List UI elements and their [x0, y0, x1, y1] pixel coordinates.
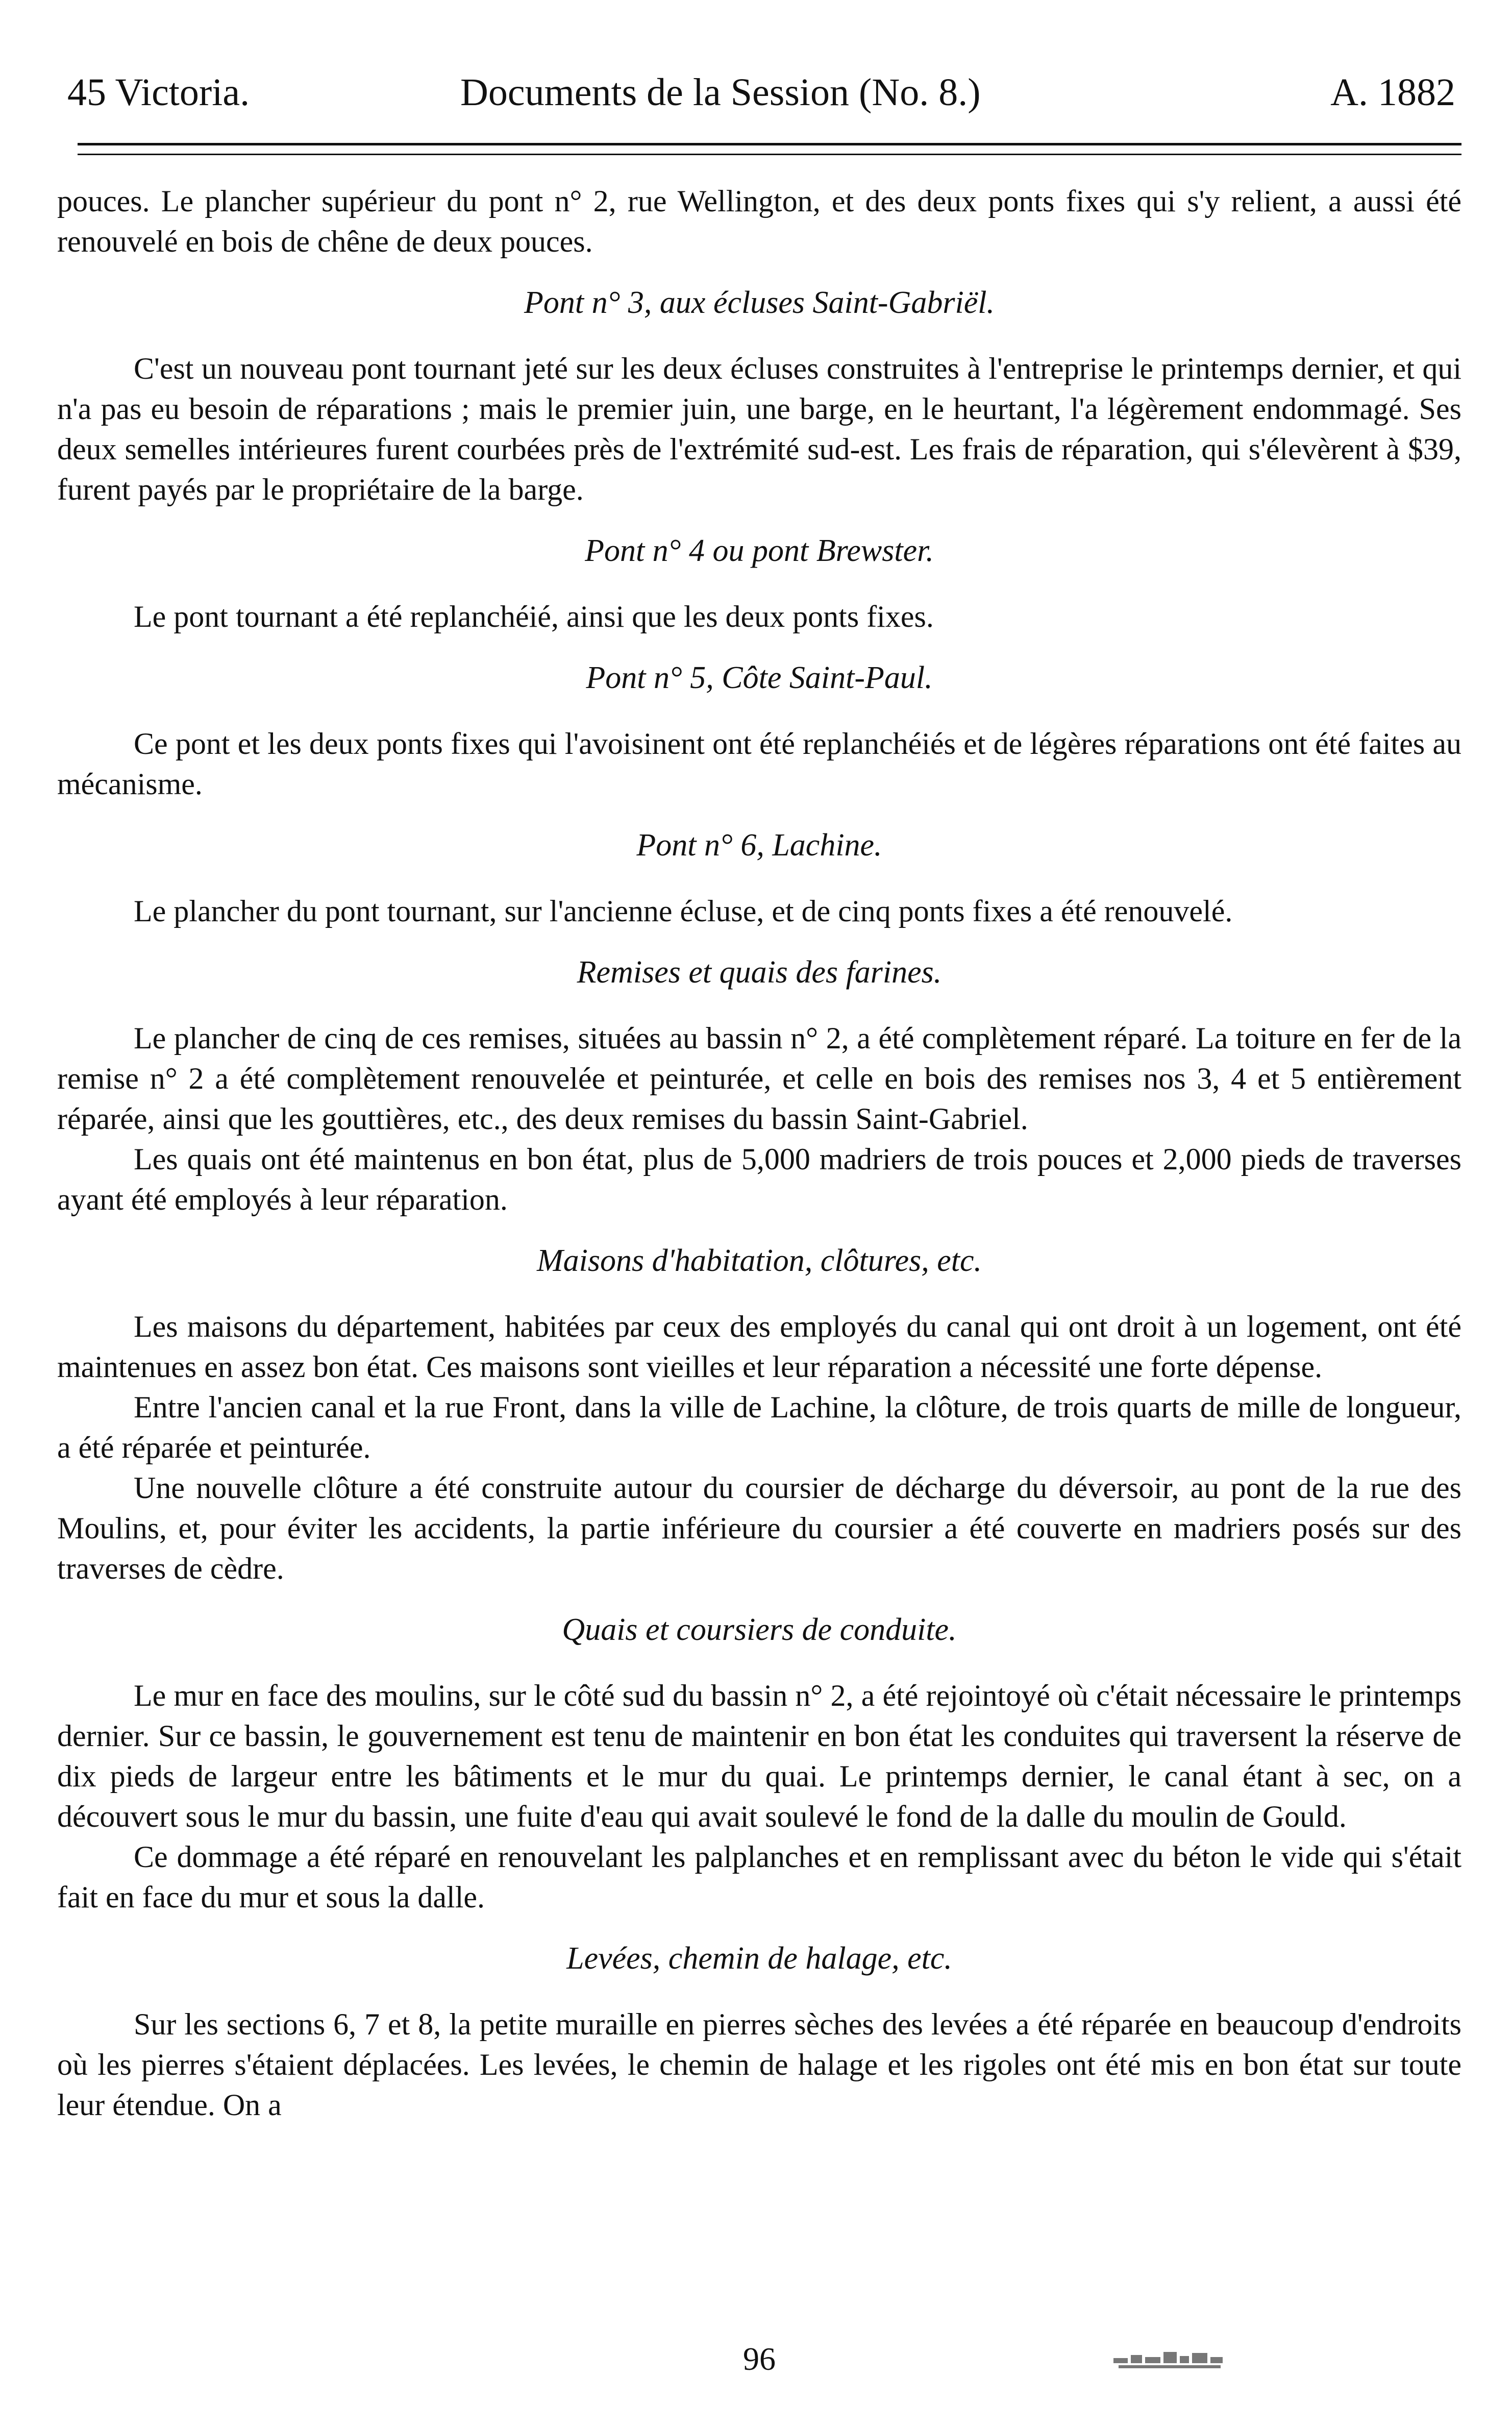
section-heading-levees: Levées, chemin de halage, etc.: [566, 1941, 952, 1976]
paragraph-levees: Sur les sections 6, 7 et 8, la petite muraille en pierres sèches des levées a été réparée en beaucoup d'endroits où les pierres s'étaient déplacées. Les levées, le chemin de halage et les rigoles ont été mis en bon état sur toute leur étendue. On a: [57, 2007, 1461, 2122]
header-title: Documents de la Session (No. 8.): [460, 71, 981, 114]
paragraph-quais-2: Ce dommage a été réparé en renouvelant les palplanches et en remplissant avec du béton le vide qui s'était fait en face du mur et sous la dalle.: [57, 1840, 1461, 1914]
paragraph-pont-6: Le plancher du pont tournant, sur l'ancienne écluse, et de cinq ponts fixes a été renouvelé.: [134, 894, 1233, 928]
section-heading-quais: Quais et coursiers de conduite.: [562, 1612, 957, 1647]
section-heading-pont-4: Pont n° 4 ou pont Brewster.: [585, 533, 934, 568]
section-heading-maisons: Maisons d'habitation, clôtures, etc.: [537, 1243, 982, 1278]
section-heading-remises: Remises et quais des farines.: [577, 955, 942, 990]
paragraph-quais-1: Le mur en face des moulins, sur le côté sud du bassin n° 2, a été rejointoyé où c'était nécessaire le printemps dernier. Sur ce bassin, le gouvernement est tenu de maintenir en bon état les conduites qui traversent la réserve de dix pieds de largeur entre les bâtiments et le mur du quai. Le printemps dernier, le canal étant à sec, on a découvert sous le mur du bassin, une fuite d'eau qui avait soulevé le fond de la dalle du moulin de Gould.: [57, 1679, 1461, 1833]
header-rule: [78, 143, 1461, 155]
page-number: 96: [743, 2341, 776, 2377]
header-volume: 45 Victoria.: [67, 71, 250, 114]
paragraph-remises-2: Les quais ont été maintenus en bon état, plus de 5,000 madriers de trois pouces et 2,000 pieds de traverses ayant été employés à leur réparation.: [57, 1142, 1461, 1216]
paragraph-pont-5: Ce pont et les deux ponts fixes qui l'avoisinent ont été replanchéiés et de légères réparations ont été faites au mécanisme.: [57, 727, 1461, 801]
section-heading-pont-3: Pont n° 3, aux écluses Saint-Gabriël.: [524, 285, 995, 320]
running-header: [57, 61, 1461, 117]
paragraph-pont-4: Le pont tournant a été replanchéié, ainsi que les deux ponts fixes.: [134, 600, 934, 633]
section-heading-pont-5: Pont n° 5, Côte Saint-Paul.: [586, 660, 933, 695]
section-heading-pont-6: Pont n° 6, Lachine.: [636, 828, 882, 863]
paragraph-maisons-1: Les maisons du département, habitées par ceux des employés du canal qui ont droit à un logement, ont été maintenues en assez bon état. Ces maisons sont vieilles et leur réparation a nécessité une forte dépense.: [57, 1310, 1461, 1384]
page-body: [57, 181, 1461, 2125]
paragraph-remises-1: Le plancher de cinq de ces remises, situées au bassin n° 2, a été complètement réparé. La toiture en fer de la remise n° 2 a été complètement renouvelée et peinturée, et celle en bois des remises nos 3, 4 et 5 entièrement réparée, ainsi que les gouttières, etc., des deux remises du bassin Saint-Gabriel.: [57, 1021, 1461, 1136]
paragraph-maisons-2: Entre l'ancien canal et la rue Front, dans la ville de Lachine, la clôture, de trois quarts de mille de longueur, a été réparée et peinturée.: [57, 1390, 1461, 1464]
document-page: [57, 0, 1461, 2429]
paragraph-intro: pouces. Le plancher supérieur du pont n° 2, rue Wellington, et des deux ponts fixes qui s'y relient, a aussi été renouvelé en bois de chêne de deux pouces.: [57, 184, 1461, 258]
library-stamp-icon: [1108, 2343, 1241, 2378]
header-year: A. 1882: [1330, 71, 1455, 114]
paragraph-maisons-3: Une nouvelle clôture a été construite autour du coursier de décharge du déversoir, au pont de la rue des Moulins, et, pour éviter les accidents, la partie inférieure du coursier a été couverte en madriers posés sur des traverses de cèdre.: [57, 1471, 1461, 1585]
paragraph-pont-3: C'est un nouveau pont tournant jeté sur les deux écluses construites à l'entreprise le printemps dernier, et qui n'a pas eu besoin de réparations ; mais le premier juin, une barge, en le heurtant, l'a légèrement endommagé. Ses deux semelles intérieures furent courbées près de l'extrémité sud-est. Les frais de réparation, qui s'élevèrent à $39, furent payés par le propriétaire de la barge.: [57, 352, 1461, 506]
